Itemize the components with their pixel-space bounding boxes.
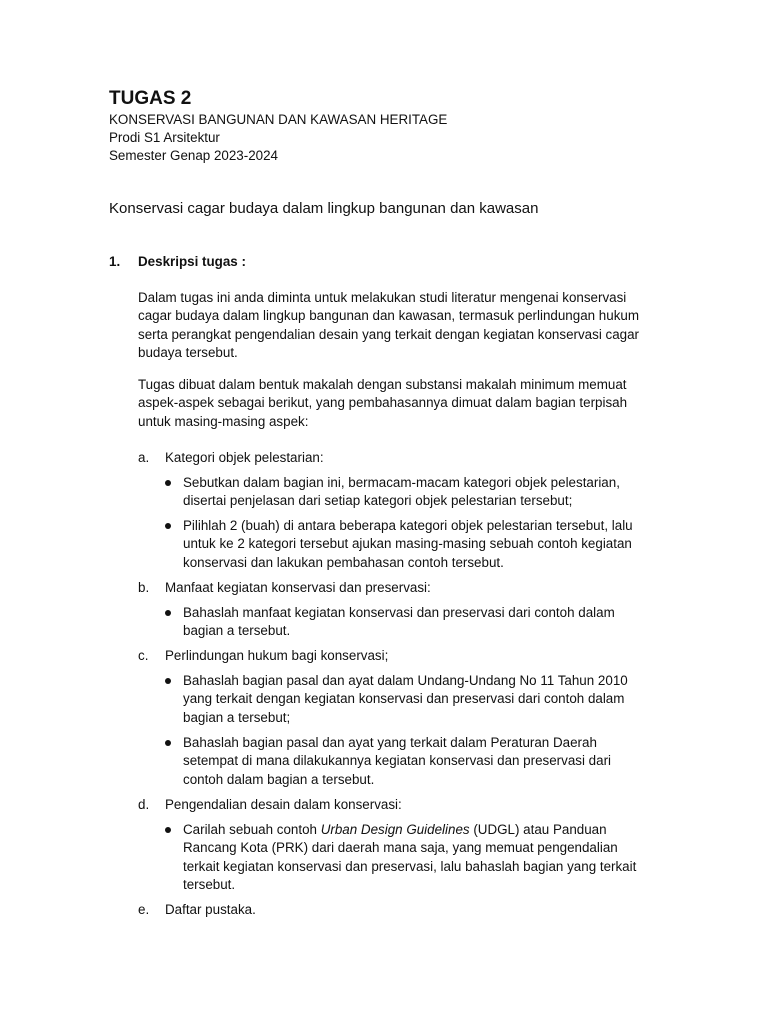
bullet-line: Carilah sebuah contoh Urban Design Guidelines (UDGL) atau Panduan [183, 822, 607, 837]
bullet-icon [165, 740, 171, 746]
bullet-line: Rancang Kota (PRK) dari daerah mana saja, yang memuat pengendalian [183, 840, 618, 856]
bullet-line: Pilihlah 2 (buah) di antara beberapa kategori objek pelestarian tersebut, lalu [183, 518, 633, 533]
bullet-line: bagian a tersebut; [183, 709, 291, 725]
document-meta [109, 111, 447, 165]
paragraph-line: cagar budaya dalam lingkup bangunan dan kawasan, termasuk perlindungan hukum [138, 308, 639, 324]
paragraph-line: serta perangkat pengendalian desain yang terkait dengan kegiatan konservasi cagar [138, 326, 640, 342]
item-letter-e: e. [138, 902, 150, 917]
bullet-line: untuk ke 2 kategori tersebut ajukan masing-masing sebuah contoh kegiatan [183, 536, 632, 552]
paragraph-intro [138, 289, 678, 362]
item-label-b: Manfaat kegiatan konservasi dan preservasi: [165, 580, 431, 595]
section-number: 1. [109, 254, 121, 269]
bullet-line: yang terkait dengan kegiatan konservasi dan preservasi dari contoh dalam [183, 691, 625, 707]
bullet-line: setempat di mana dilakukannya kegiatan konservasi dan preservasi dari [183, 753, 611, 769]
bullet-line: Sebutkan dalam bagian ini, bermacam-macam kategori objek pelestarian, [183, 475, 620, 490]
bullet-line: Bahaslah manfaat kegiatan konservasi dan preservasi dari contoh dalam [183, 605, 615, 620]
bullet-line: contoh dalam bagian a tersebut. [183, 771, 375, 787]
document-subtitle: Konservasi cagar budaya dalam lingkup bangunan dan kawasan [109, 200, 539, 217]
item-letter-b: b. [138, 580, 150, 595]
bullet-icon [165, 610, 171, 616]
paragraph-format [138, 376, 678, 431]
bullet-icon [165, 827, 171, 833]
item-letter-d: d. [138, 797, 150, 812]
semester-name: Semester Genap 2023-2024 [109, 148, 278, 163]
bullet-line: tersebut. [183, 876, 236, 892]
item-label-a: Kategori objek pelestarian: [165, 450, 324, 465]
paragraph-line: Dalam tugas ini anda diminta untuk melakukan studi literatur mengenai konservasi [138, 290, 627, 305]
course-name: KONSERVASI BANGUNAN DAN KAWASAN HERITAGE [109, 112, 448, 127]
bullet-line: konservasi dan lakukan pembahasan contoh tersebut. [183, 554, 504, 570]
section-heading: Deskripsi tugas : [138, 254, 246, 269]
item-label-c: Perlindungan hukum bagi konservasi; [165, 648, 389, 663]
bullet-icon [165, 480, 171, 486]
bullet-icon [165, 523, 171, 529]
bullet-item [183, 517, 683, 572]
paragraph-line: aspek-aspek sebagai berikut, yang pembahasannya dimuat dalam bagian terpisah [138, 395, 628, 411]
bullet-line: terkait kegiatan konservasi dan preservasi, lalu bahaslah bagian yang terkait [183, 858, 637, 874]
item-label-d: Pengendalian desain dalam konservasi: [165, 797, 402, 812]
paragraph-line: untuk masing-masing aspek: [138, 413, 309, 429]
item-label-e: Daftar pustaka. [165, 902, 256, 917]
bullet-item [183, 474, 683, 511]
bullet-line: bagian a tersebut. [183, 623, 291, 639]
bullet-line: Bahaslah bagian pasal dan ayat yang terkait dalam Peraturan Daerah [183, 735, 597, 750]
paragraph-line: budaya tersebut. [138, 344, 238, 360]
bullet-line: Bahaslah bagian pasal dan ayat dalam Undang-Undang No 11 Tahun 2010 [183, 673, 628, 688]
item-letter-a: a. [138, 450, 150, 465]
paragraph-line: Tugas dibuat dalam bentuk makalah dengan substansi makalah minimum memuat [138, 377, 627, 392]
bullet-line: disertai penjelasan dari setiap kategori objek pelestarian tersebut; [183, 493, 573, 509]
bullet-icon [165, 678, 171, 684]
bullet-item [183, 821, 683, 894]
bullet-item [183, 672, 683, 727]
document-title: TUGAS 2 [109, 88, 192, 109]
italic-term: Urban Design Guidelines [320, 822, 470, 837]
program-name: Prodi S1 Arsitektur [109, 130, 220, 145]
bullet-item [183, 734, 683, 789]
item-letter-c: c. [138, 648, 149, 663]
bullet-item [183, 604, 683, 641]
